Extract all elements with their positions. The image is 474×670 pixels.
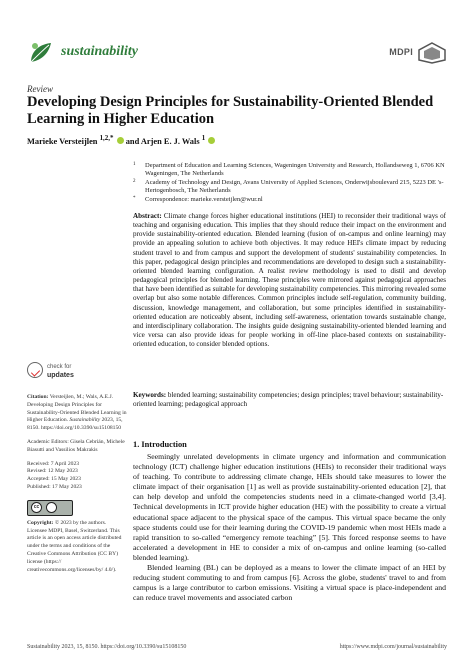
published-date: Published: 17 May 2023 [27,483,82,490]
publisher-name: MDPI [389,47,413,57]
footer-citation: Sustainability 2023, 15, 8150. https://doi.org/10.3390/su15108150 [27,644,187,650]
author-name[interactable]: Arjen E. J. Wals [140,136,200,146]
affiliation-number: 1 [133,162,136,167]
citation-doi[interactable]: 2023, 15, 8150. https://doi.org/10.3390/su15108150 [27,417,123,432]
author-conjunction: and [125,136,140,146]
keywords-text: blended learning; sustainability competencies; design principles; travel behaviour; sustainability-oriented learning; pedagogical approach [133,391,444,409]
article-sidebar [27,360,127,580]
journal-header [27,40,447,70]
cc-icon: cc [31,502,42,513]
paragraph: Blended learning (BL) can be deployed as a means to lower the climate impact of an HEI by reducing student commuting to and from campus [6]. Across the globe, students' travel to and from campus is a large contributor to carbon emissions. Visiting a virtual space is place-independent and can reduce travel movements and associated carbon [133,563,446,603]
updates-line1: check for [47,364,72,370]
revised-date: Revised: 12 May 2023 [27,468,78,475]
section-heading: 1. Introduction [133,440,187,449]
orcid-icon[interactable] [117,137,124,144]
orcid-icon[interactable] [208,137,215,144]
author-affiliation-marker: 1,2,* [99,134,114,142]
publisher-logo-icon [417,42,447,64]
affiliation-number: 2 [133,178,136,184]
affiliation-item [133,196,453,204]
academic-editors: Academic Editors: Gisela Cebrián, Michele Biasutti and Vassilios Makrakis [27,438,125,453]
author-affiliation-marker: 1 [201,134,206,142]
affiliation-text: Department of Education and Learning Sciences, Wageningen University and Research, Hollandseweg 1, 6706 KN Wageningen, The Netherlands [145,162,445,178]
check-for-updates-button[interactable] [27,360,127,388]
paragraph: Seemingly unrelated developments in climate urgency and information and communication technology (ICT) challenge higher education institutions (HEIs) to reconsider their traditional ways of teaching. To contribute to addressing climate change, HEIs should take measures to lower the climate impact of their organisation [1] as well as provide sustainability-oriented education [2], that can help develop and unfold the competencies students need in a climate-changed world [3,4]. Technical developments in ICT provide higher education (HE) with the possibility to create a virtual educational space adjacent to the physical space of the campus. This virtual space became the only space students could use for their learning during the COVID-19 pandemic when most HEIs made a rapid transition to so-called “emergency remote teaching” [5]. This forced response seems to have accelerated a development in HE to consider a mix of on-campus and online learning (so-called blended learning). [133,452,446,562]
copyright-text: © 2023 by the authors. Licensee MDPI, Basel, Switzerland. This article is an open access article distributed under the terms and conditions of the Creative Commons Attribution (CC BY) license (https:// creativecommons.org/licenses/by/ 4.0/). [27,519,122,573]
journal-logo-icon [27,40,55,66]
keywords [133,391,446,409]
by-attribution-icon [46,502,57,513]
updates-line2: updates [47,372,74,379]
affiliation-item [133,162,453,179]
correspondence-text[interactable]: Correspondence: marieke.versteijlen@wur.nl [145,195,263,203]
introduction-body [133,452,446,603]
check-updates-icon [27,362,43,378]
citation [27,394,127,433]
article-title: Developing Design Principles for Sustainability-Oriented Blended Learning in Higher Education [27,94,434,127]
received-date: Received: 7 April 2023 [27,460,80,467]
affiliation-item [133,179,453,196]
footer-journal-link[interactable]: https://www.mdpi.com/journal/sustainability [339,644,447,650]
affiliation-number: * [133,195,136,201]
copyright-label: Copyright: [27,519,54,526]
article-type: Review [27,84,53,94]
citation-text: Versteijlen, M.; Wals, A.E.J. Developing Design Principles for Sustainability-Oriented Blended Learning in Higher Education. [27,394,127,424]
accepted-date: Accepted: 15 May 2023 [27,476,81,483]
affiliations [133,162,453,204]
abstract [133,212,446,349]
cc-license-badge[interactable] [27,500,73,516]
author-name[interactable]: Marieke Versteijlen [27,136,98,146]
citation-journal: Sustainability [69,417,101,424]
copyright [27,520,127,575]
keywords-label: Keywords: [133,391,167,399]
affiliation-text: Academy of Technology and Design, Avans University of Applied Sciences, Onderwijsboulevard 215, 5223 DE 's-Hertogenbosch, The Netherlands [145,178,444,195]
author-list [27,134,215,146]
abstract-text: Climate change forces higher educational institutions (HEI) to reconsider their traditional ways of teaching and organising education. This implies that they should reduce their impact on the environment and provide sustainability-oriented education. Blended learning (fusion of on-campus and online learning) may provide an appealing solution to achieve both objectives. It may reduce HEI's climate impact by reducing student travel to and from campus and support the development of students' sustainability competencies. In this paper, pedagogical design principles and recommendations are developed to design such a sustainability-oriented blended learning configuration. A realist review methodology is used to distil and develop pedagogical principles for blended learning. These principles were mirrored against pedagogical approaches that have been identified as suitable for developing sustainability competencies. This mirroring revealed some overlap but also some notable differences. Common principles include self-regulation, community building, discussion, knowledge management, and collaboration, but some principles identified in sustainability-oriented education are noticeably absent, including self-awareness, orientation towards sustainable change, and interdisciplinary collaboration. The insights guide designing sustainability-oriented blended learning and vice versa can also provide ideas for people working in off-line place-based contexts on sustainability-oriented education, to consider blended options. [133,212,446,349]
abstract-label: Abstract: [133,212,162,220]
journal-name: sustainability [61,44,139,59]
citation-label: Citation: [27,394,49,400]
dates [27,461,127,492]
